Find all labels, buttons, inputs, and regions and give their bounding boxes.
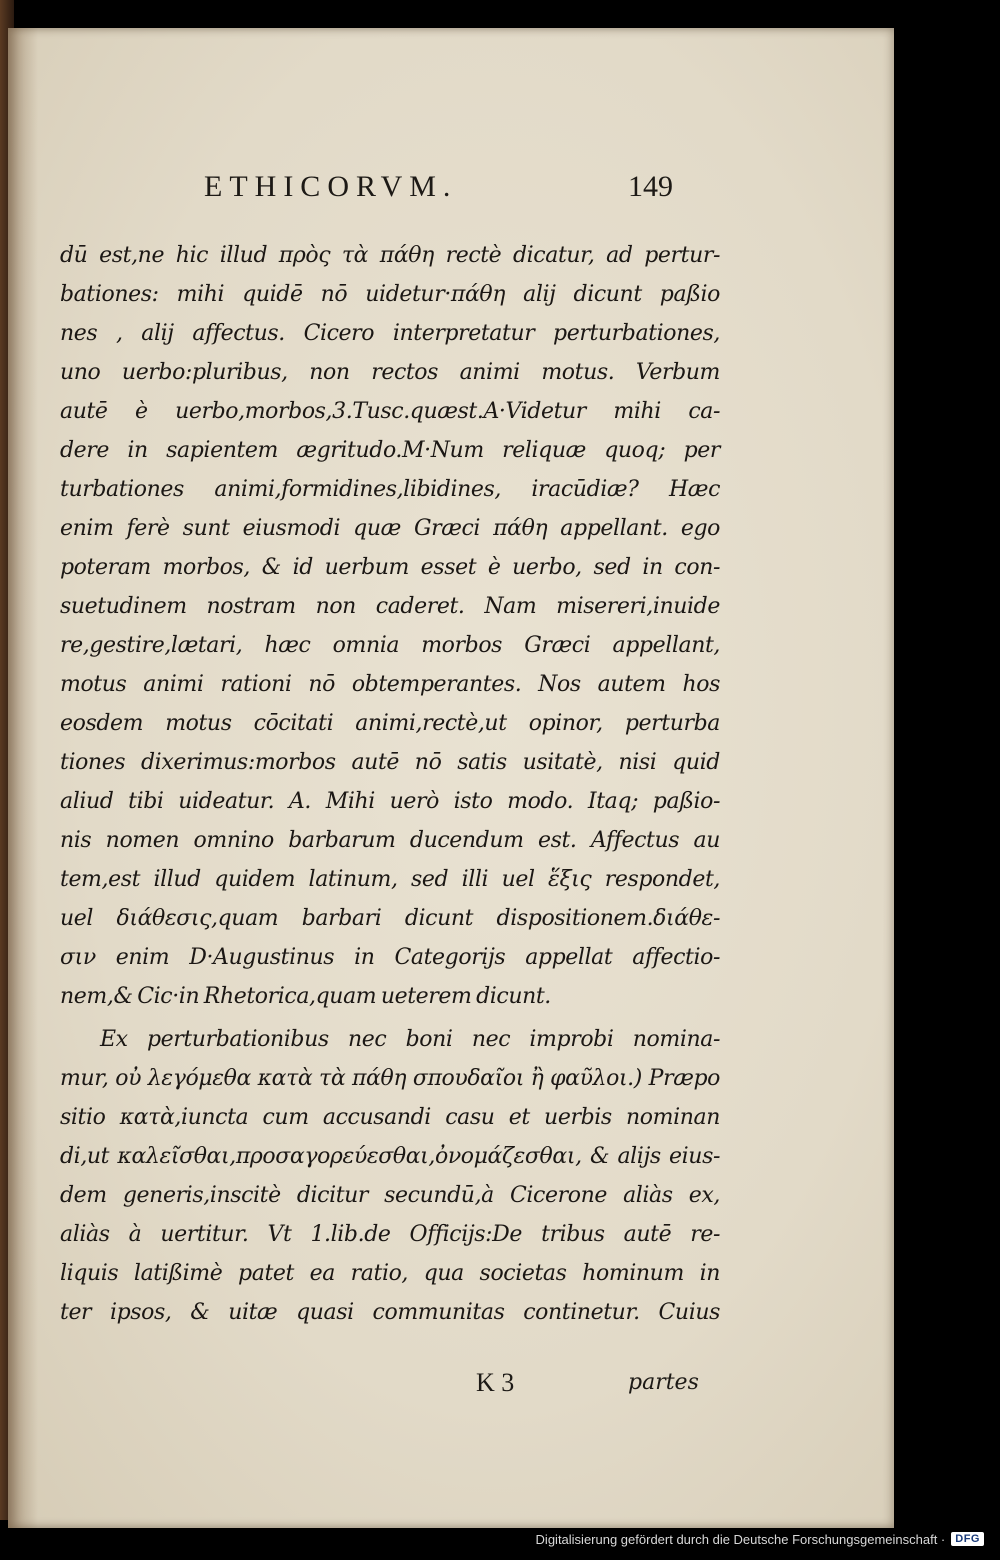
text-line: dem generis,inscitè dicitur secundū,à Cicerone aliàs ex, bbox=[60, 1183, 720, 1208]
text-line: ter ipsos, & uitæ quasi communitas continetur. Cuius bbox=[60, 1300, 720, 1325]
text-line: nes , alij affectus. Cicero interpretatur perturbationes, bbox=[60, 321, 720, 346]
text-line: σιν enim D·Augustinus in Categorijs appellat affectio- bbox=[60, 945, 720, 970]
text-line: eosdem motus cōcitati animi,rectè,ut opinor, perturba bbox=[60, 711, 720, 736]
text-line: autē è uerbo,morbos,3.Tusc.quæst.A·Videtur mihi ca- bbox=[60, 399, 720, 424]
text-line: di,ut καλεῖσθαι,προσαγορεύεσθαι,ὀνομάζεσθαι, & alijs eius- bbox=[60, 1144, 720, 1169]
text-line: bationes: mihi quidē nō uidetur·πάθη alij dicunt paßio bbox=[60, 282, 720, 307]
running-head bbox=[8, 170, 894, 210]
attribution-text: Digitalisierung gefördert durch die Deutsche Forschungsgemeinschaft · bbox=[535, 1531, 946, 1547]
text-line: suetudinem nostram non caderet. Nam misereri,inuide bbox=[60, 594, 720, 619]
text-line: dū est,ne hic illud πρὸς τὰ πάθη rectè dicatur, ad pertur- bbox=[60, 243, 720, 268]
page-footer bbox=[8, 1368, 894, 1408]
page-number: 149 bbox=[628, 170, 673, 203]
text-line: re,gestire,lætari, hæc omnia morbos Græci appellant, bbox=[60, 633, 720, 658]
text-line: nem,& Cic·in Rhetorica,quam ueterem dicunt. bbox=[60, 984, 551, 1009]
text-line: nis nomen omnino barbarum ducendum est. Affectus au bbox=[60, 828, 720, 853]
text-line: enim ferè sunt eiusmodi quæ Græci πάθη appellant. ego bbox=[60, 516, 720, 541]
text-line: sitio κατὰ,iuncta cum accusandi casu et uerbis nominan bbox=[60, 1105, 720, 1130]
text-line: mur, οὐ λεγόμεθα κατὰ τὰ πάθη σπουδαῖοι ἢ φαῦλοι.) Præpo bbox=[60, 1066, 720, 1091]
text-line: tem,est illud quidem latinum, sed illi uel ἕξις respondet, bbox=[60, 867, 720, 892]
text-line: motus animi rationi nō obtemperantes. Nos autem hos bbox=[60, 672, 720, 697]
signature-mark: K 3 bbox=[476, 1368, 515, 1397]
running-head-title: ETHICORVM. bbox=[204, 170, 458, 203]
text-line: dere in sapientem ægritudo.M·Num reliquæ quoq; per bbox=[60, 438, 720, 463]
text-line: uel διάθεσις,quam barbari dicunt dispositionem.διάθε- bbox=[60, 906, 720, 931]
page-gutter-shadow bbox=[8, 28, 38, 1528]
main-text bbox=[60, 236, 720, 1332]
dfg-logo: DFG bbox=[951, 1532, 984, 1546]
book-page bbox=[8, 28, 894, 1528]
text-line: liquis latißimè patet ea ratio, qua societas hominum in bbox=[60, 1261, 720, 1286]
text-line: tiones dixerimus:morbos autē nō satis usitatè, nisi quid bbox=[60, 750, 720, 775]
text-line: uno uerbo:pluribus, non rectos animi motus. Verbum bbox=[60, 360, 720, 385]
catchword: partes bbox=[628, 1370, 699, 1395]
text-line: Ex perturbationibus nec boni nec improbi nomina- bbox=[100, 1027, 720, 1052]
text-line: poteram morbos, & id uerbum esset è uerbo, sed in con- bbox=[60, 555, 720, 580]
text-line: turbationes animi,formidines,libidines, iracūdiæ? Hæc bbox=[60, 477, 720, 502]
attribution-bar bbox=[536, 1528, 984, 1550]
text-line: aliud tibi uideatur. A. Mihi uerò isto modo. Itaq; paßio- bbox=[60, 789, 720, 814]
text-line: aliàs à uertitur. Vt 1.lib.de Officijs:De tribus autē re- bbox=[60, 1222, 720, 1247]
